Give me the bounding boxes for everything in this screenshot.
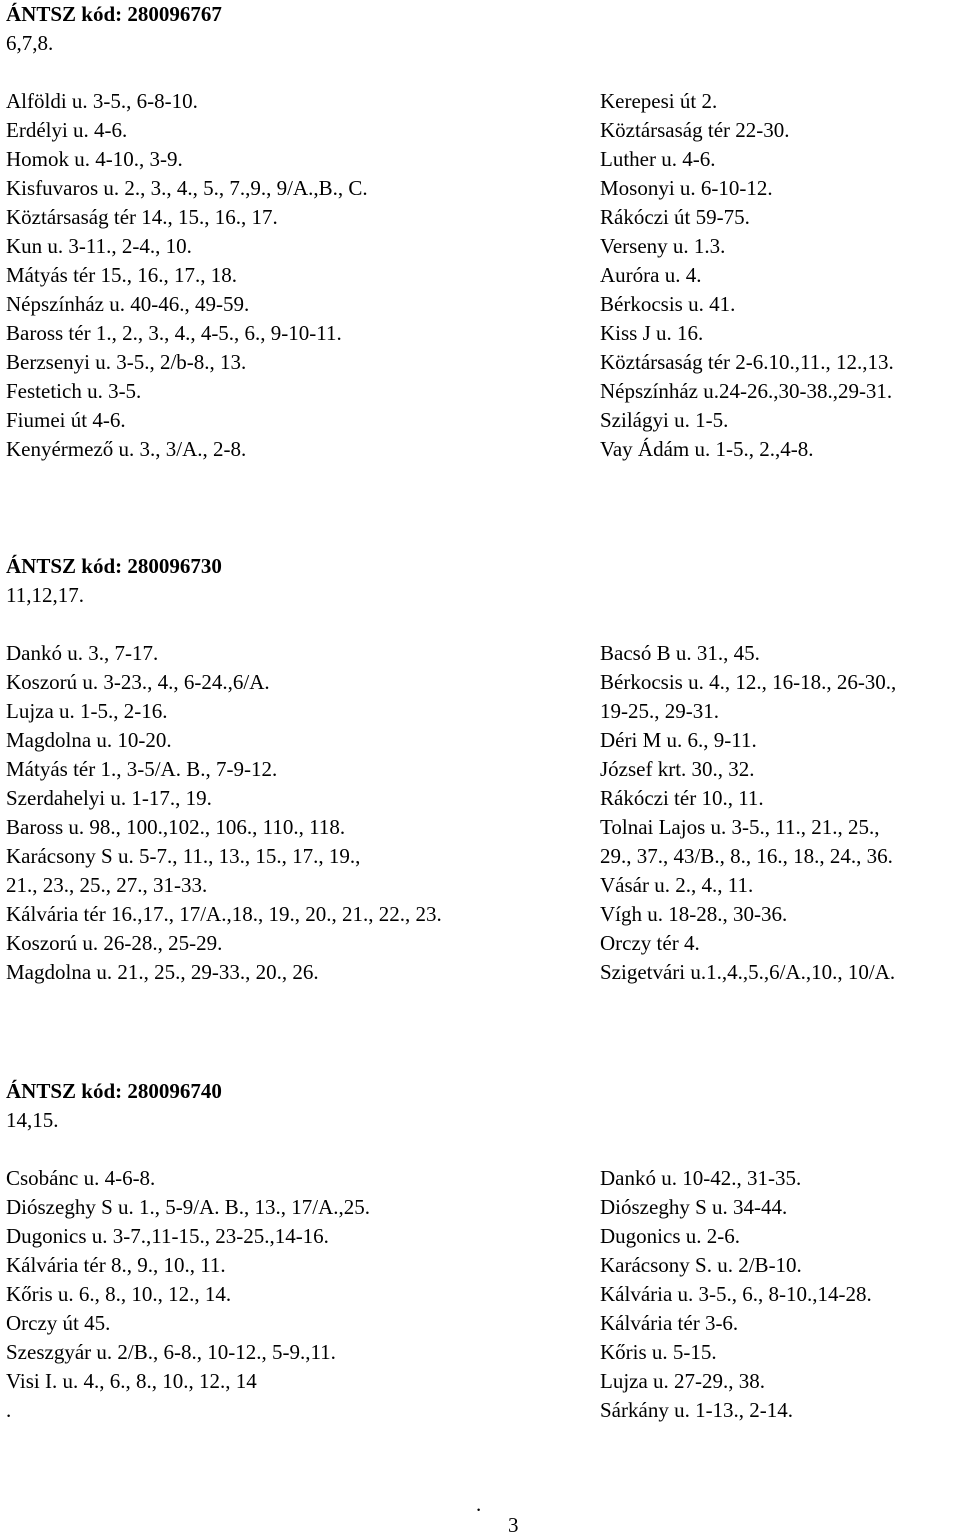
address-line: Luther u. 4-6.	[600, 147, 716, 171]
section-title: ÁNTSZ kód: 280096730	[6, 554, 222, 578]
address-line: .	[6, 1398, 12, 1422]
address-line: Fiumei út 4-6.	[6, 408, 126, 432]
address-line: Vígh u. 18-28., 30-36.	[600, 902, 788, 926]
address-line: Berzsenyi u. 3-5., 2/b-8., 13.	[6, 350, 247, 374]
section-title: ÁNTSZ kód: 280096767	[6, 2, 222, 26]
address-line: Szerdahelyi u. 1-17., 19.	[6, 786, 212, 810]
address-line: Festetich u. 3-5.	[6, 379, 142, 403]
address-line: Szeszgyár u. 2/B., 6-8., 10-12., 5-9.,11.	[6, 1340, 336, 1364]
address-line: Bacsó B u. 31., 45.	[600, 641, 760, 665]
address-line: Népszínház u.24-26.,30-38.,29-31.	[600, 379, 893, 403]
street-list-left	[6, 639, 442, 987]
address-line: Mátyás tér 15., 16., 17., 18.	[6, 263, 237, 287]
section-280096740	[6, 1077, 960, 1422]
address-line: Magdolna u. 10-20.	[6, 728, 172, 752]
address-line: Kálvária tér 3-6.	[600, 1311, 739, 1335]
address-line: Kálvária tér 8., 9., 10., 11.	[6, 1253, 226, 1277]
street-list-right	[600, 1164, 872, 1425]
address-line: Szilágyi u. 1-5.	[600, 408, 729, 432]
address-line: Baross u. 98., 100.,102., 106., 110., 118.	[6, 815, 346, 839]
address-line: Rákóczi út 59-75.	[600, 205, 750, 229]
address-line: Köztársaság tér 2-6.10.,11., 12.,13.	[600, 350, 894, 374]
address-line: Karácsony S. u. 2/B-10.	[600, 1253, 802, 1277]
footer-dot: .	[476, 1492, 482, 1516]
address-line: Visi I. u. 4., 6., 8., 10., 12., 14	[6, 1369, 257, 1393]
address-line: Diószeghy S u. 1., 5-9/A. B., 13., 17/A.,25.	[6, 1195, 370, 1219]
address-line: Kiss J u. 16.	[600, 321, 704, 345]
address-line: Kőris u. 5-15.	[600, 1340, 717, 1364]
address-line: Koszorú u. 3-23., 4., 6-24.,6/A.	[6, 670, 270, 694]
address-line: Csobánc u. 4-6-8.	[6, 1166, 156, 1190]
address-line: 29., 37., 43/B., 8., 16., 18., 24., 36.	[600, 844, 893, 868]
address-line: Tolnai Lajos u. 3-5., 11., 21., 25.,	[600, 815, 880, 839]
address-line: Köztársaság tér 14., 15., 16., 17.	[6, 205, 278, 229]
street-list-right	[600, 87, 894, 464]
street-list-right	[600, 639, 896, 987]
district-list: 14,15.	[6, 1108, 59, 1132]
address-line: Népszínház u. 40-46., 49-59.	[6, 292, 250, 316]
address-line: Vásár u. 2., 4., 11.	[600, 873, 754, 897]
address-line: Bérkocsis u. 41.	[600, 292, 736, 316]
address-line: Kálvária tér 16.,17., 17/A.,18., 19., 20., 21., 22., 23.	[6, 902, 442, 926]
section-280096767	[6, 0, 960, 461]
address-line: Orczy út 45.	[6, 1311, 111, 1335]
district-list: 11,12,17.	[6, 583, 84, 607]
address-line: Erdélyi u. 4-6.	[6, 118, 128, 142]
address-line: Kőris u. 6., 8., 10., 12., 14.	[6, 1282, 232, 1306]
address-line: Verseny u. 1.3.	[600, 234, 726, 258]
address-line: Déri M u. 6., 9-11.	[600, 728, 757, 752]
address-line: Rákóczi tér 10., 11.	[600, 786, 764, 810]
address-line: Orczy tér 4.	[600, 931, 700, 955]
address-line: Koszorú u. 26-28., 25-29.	[6, 931, 223, 955]
address-line: Alföldi u. 3-5., 6-8-10.	[6, 89, 198, 113]
address-line: Kálvária u. 3-5., 6., 8-10.,14-28.	[600, 1282, 872, 1306]
section-title: ÁNTSZ kód: 280096740	[6, 1079, 222, 1103]
address-line: Vay Ádám u. 1-5., 2.,4-8.	[600, 437, 814, 461]
address-line: Kun u. 3-11., 2-4., 10.	[6, 234, 192, 258]
address-line: Dankó u. 10-42., 31-35.	[600, 1166, 802, 1190]
street-list-left	[6, 87, 368, 464]
address-line: Auróra u. 4.	[600, 263, 702, 287]
address-line: Lujza u. 27-29., 38.	[600, 1369, 766, 1393]
address-line: Baross tér 1., 2., 3., 4., 4-5., 6., 9-10-11.	[6, 321, 342, 345]
address-line: Dugonics u. 2-6.	[600, 1224, 740, 1248]
section-280096730	[6, 552, 960, 984]
district-list: 6,7,8.	[6, 31, 54, 55]
address-line: Sárkány u. 1-13., 2-14.	[600, 1398, 794, 1422]
address-line: Karácsony S u. 5-7., 11., 13., 15., 17., 19.,	[6, 844, 361, 868]
address-line: Homok u. 4-10., 3-9.	[6, 147, 183, 171]
address-line: Diószeghy S u. 34-44.	[600, 1195, 788, 1219]
address-line: József krt. 30., 32.	[600, 757, 755, 781]
address-line: 21., 23., 25., 27., 31-33.	[6, 873, 208, 897]
address-line: Kenyérmező u. 3., 3/A., 2-8.	[6, 437, 247, 461]
address-line: Mosonyi u. 6-10-12.	[600, 176, 773, 200]
address-line: Magdolna u. 21., 25., 29-33., 20., 26.	[6, 960, 319, 984]
page-number: 3	[508, 1513, 519, 1537]
street-list-left	[6, 1164, 370, 1425]
address-line: Dugonics u. 3-7.,11-15., 23-25.,14-16.	[6, 1224, 329, 1248]
address-line: Lujza u. 1-5., 2-16.	[6, 699, 168, 723]
address-line: 19-25., 29-31.	[600, 699, 719, 723]
address-line: Kisfuvaros u. 2., 3., 4., 5., 7.,9., 9/A.,B., C.	[6, 176, 368, 200]
address-line: Bérkocsis u. 4., 12., 16-18., 26-30.,	[600, 670, 897, 694]
address-line: Köztársaság tér 22-30.	[600, 118, 790, 142]
address-line: Kerepesi út 2.	[600, 89, 718, 113]
address-line: Mátyás tér 1., 3-5/A. B., 7-9-12.	[6, 757, 278, 781]
address-line: Szigetvári u.1.,4.,5.,6/A.,10., 10/A.	[600, 960, 896, 984]
address-line: Dankó u. 3., 7-17.	[6, 641, 159, 665]
